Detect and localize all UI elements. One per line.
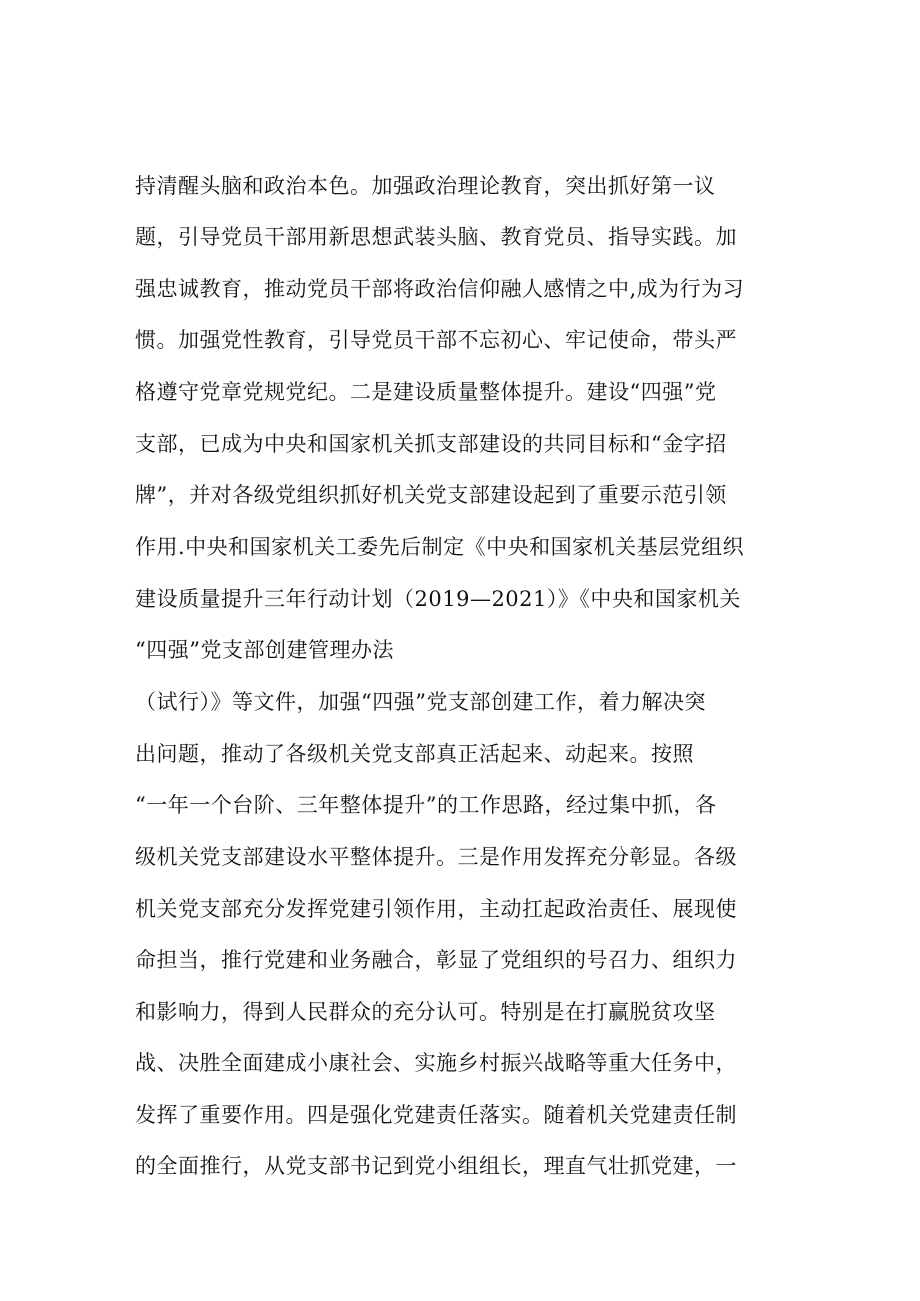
text-line: 发挥了重要作用。四是强化党建责任落实。随着机关党建责任制: [135, 1103, 737, 1127]
text-line: 题，引导党员干部用新思想武装头脑、教育党员、指导实践。加: [135, 225, 737, 249]
text-line: 强忠诚教育，推动党员干部将政治信仰融人感情之中,成为行为习: [135, 277, 745, 301]
text-line: 和影响力，得到人民群众的充分认可。特别是在打赢脱贫攻坚: [135, 1000, 716, 1024]
text-line: 命担当，推行党建和业务融合，彰显了党组织的号召力、组织力: [135, 948, 737, 972]
text-line: 支部，已成为中央和国家机关抓支部建设的共同目标和“金字招: [135, 432, 727, 456]
text-line: 出问题，推动了各级机关党支部真正活起来、动起来。按照: [135, 742, 694, 766]
text-line: 格遵守党章党规党纪。二是建设质量整体提升。建设“四强”党: [135, 380, 717, 404]
text-line: 作用.中央和国家机关工委先后制定《中央和国家机关基层党组织: [135, 535, 745, 559]
text-line: “一年一个台阶、三年整体提升”的工作思路，经过集中抓，各: [135, 793, 717, 817]
text-line: 惯。加强党性教育，引导党员干部不忘初心、牢记使命，带头严: [135, 328, 737, 352]
text-line: 的全面推行，从党支部书记到党小组组长，理直气壮抓党建，一: [135, 1154, 737, 1178]
text-line: “四强”党支部创建管理办法: [135, 638, 394, 662]
text-line: 机关党支部充分发挥党建引领作用，主动扛起政治责任、展现使: [135, 897, 737, 921]
text-line: 战、决胜全面建成小康社会、实施乡村振兴战略等重大任务中，: [135, 1051, 737, 1075]
text-line: 级机关党支部建设水平整体提升。三是作用发挥充分彰显。各级: [135, 845, 737, 869]
text-line: 建设质量提升三年行动计划（2019—2021）》《中央和国家机关: [135, 587, 741, 611]
text-line: 牌”，并对各级党组织抓好机关党支部建设起到了重要示范引领: [135, 483, 727, 507]
text-line: （试行）》等文件，加强“四强”党支部创建工作，着力解决突: [135, 690, 706, 714]
text-line: 持清醒头脑和政治本色。加强政治理论教育，突出抓好第一议: [135, 174, 716, 198]
